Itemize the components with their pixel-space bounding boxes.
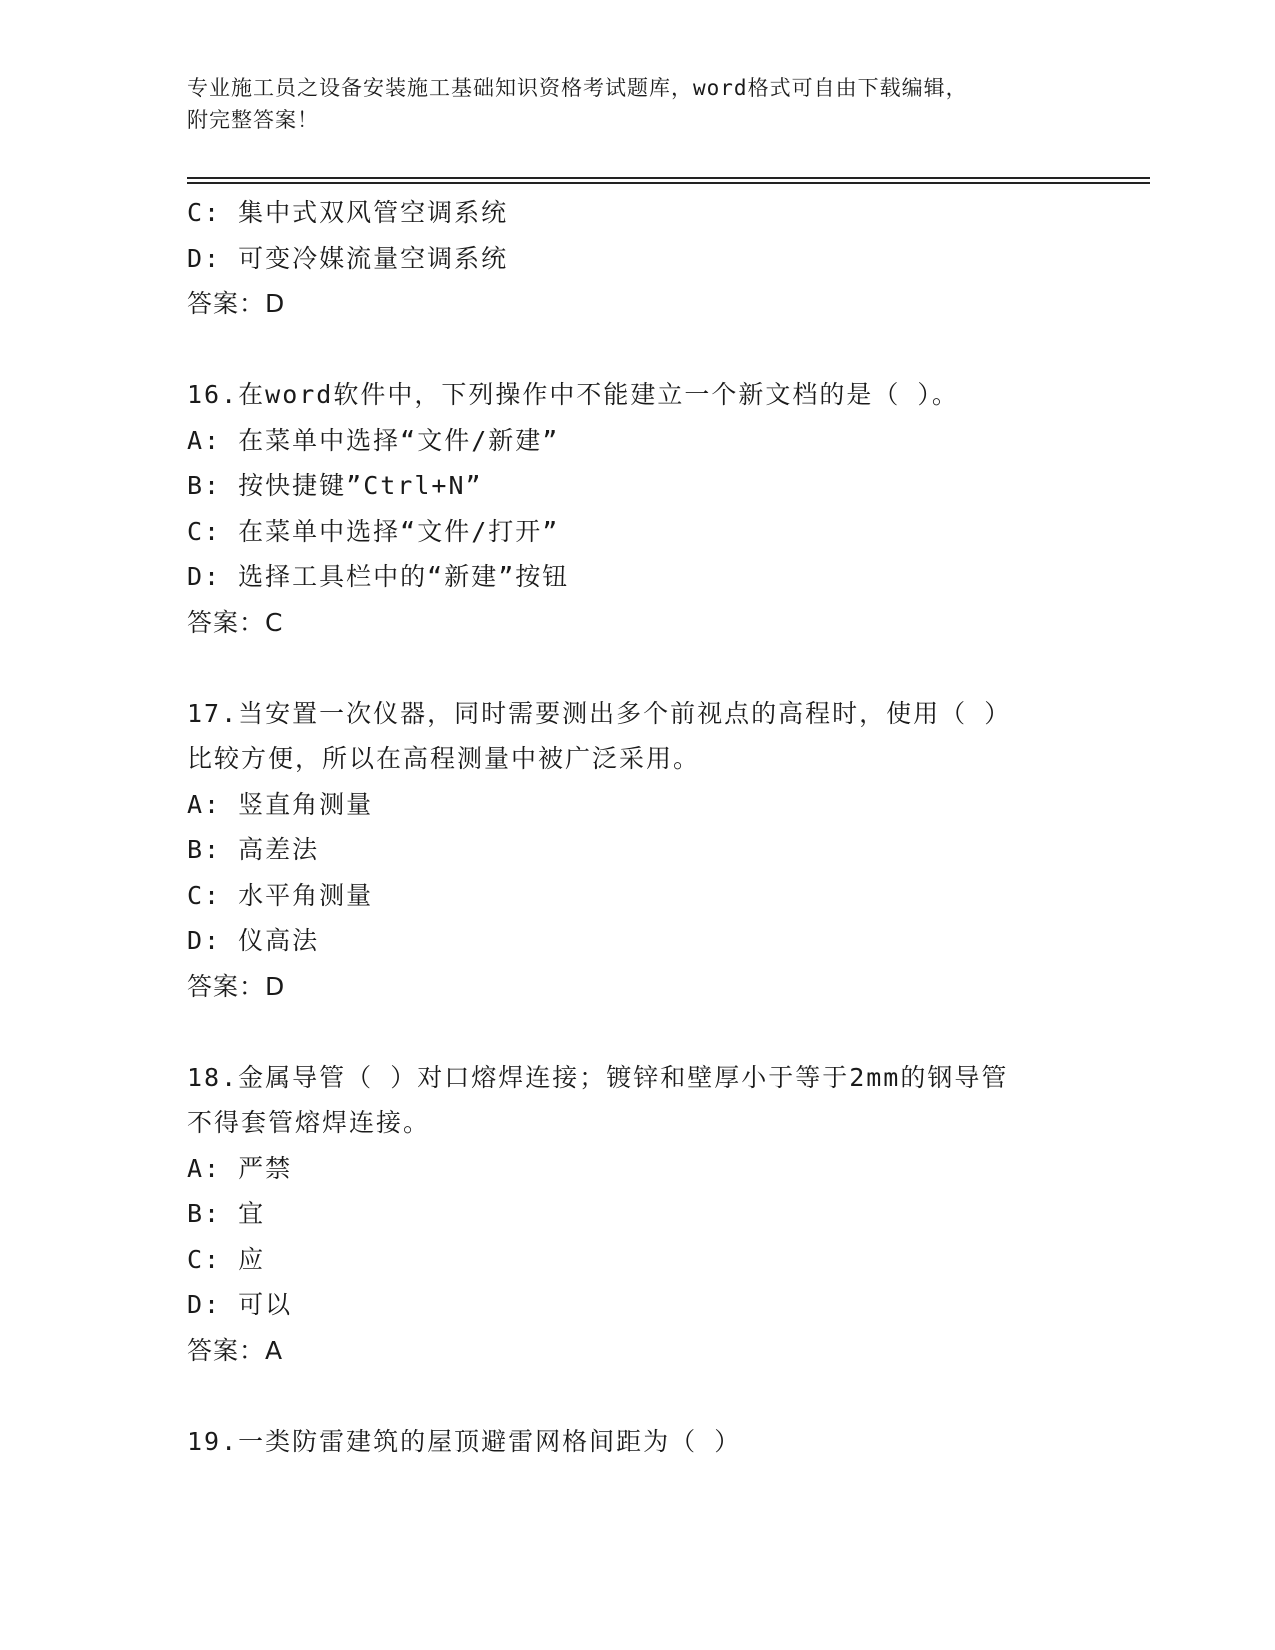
q17-option-d: D: 仪高法 xyxy=(187,926,320,955)
prev-option-c: C: 集中式双风管空调系统 xyxy=(187,198,509,227)
q17-option-c: C: 水平角测量 xyxy=(187,880,374,910)
prev-answer: 答案：D xyxy=(187,289,286,318)
q16-option-b: B: 按快捷键”Ctrl+N” xyxy=(187,471,483,500)
q16-option-c: C: 在菜单中选择“文件/打开” xyxy=(187,516,560,546)
q18-option-a: A: 严禁 xyxy=(187,1153,293,1183)
q18-option-c: C: 应 xyxy=(187,1244,266,1274)
q17-option-a: A: 竖直角测量 xyxy=(187,789,374,819)
prev-option-d: D: 可变冷媒流量空调系统 xyxy=(187,243,509,273)
spacer xyxy=(187,1373,1087,1419)
header-divider-top xyxy=(187,177,1150,179)
q16-stem: 16.在word软件中，下列操作中不能建立一个新文档的是（ ）。 xyxy=(187,380,959,409)
q18-stem-line-1: 18.金属导管（ ）对口熔焊连接；镀锌和壁厚小于等于2mm的钢导管 xyxy=(187,1062,1009,1092)
document-header xyxy=(187,72,1087,136)
q18-option-d: D: 可以 xyxy=(187,1290,293,1319)
q16-answer: 答案：C xyxy=(187,607,284,637)
q17-stem-line-1: 17.当安置一次仪器，同时需要测出多个前视点的高程时，使用（ ） xyxy=(187,698,1012,728)
header-divider-bottom xyxy=(187,182,1150,184)
question-list xyxy=(187,190,1087,1464)
q17-option-b: B: 高差法 xyxy=(187,835,320,864)
q17-stem-line-2: 比较方便，所以在高程测量中被广泛采用。 xyxy=(187,744,701,773)
header-line-2: 附完整答案！ xyxy=(187,108,319,132)
q18-option-b: B: 宜 xyxy=(187,1199,266,1228)
spacer xyxy=(187,1009,1087,1055)
q17-answer: 答案：D xyxy=(187,971,286,1001)
q18-answer: 答案：A xyxy=(187,1335,284,1365)
spacer xyxy=(187,645,1087,691)
header-line-1: 专业施工员之设备安装施工基础知识资格考试题库，word格式可自由下载编辑， xyxy=(187,76,968,100)
q18-stem-line-2: 不得套管熔焊连接。 xyxy=(187,1108,431,1137)
spacer xyxy=(187,327,1087,373)
q19-stem: 19.一类防雷建筑的屋顶避雷网格间距为（ ） xyxy=(187,1426,742,1456)
q16-option-d: D: 选择工具栏中的“新建”按钮 xyxy=(187,562,570,591)
q16-option-a: A: 在菜单中选择“文件/新建” xyxy=(187,425,560,455)
